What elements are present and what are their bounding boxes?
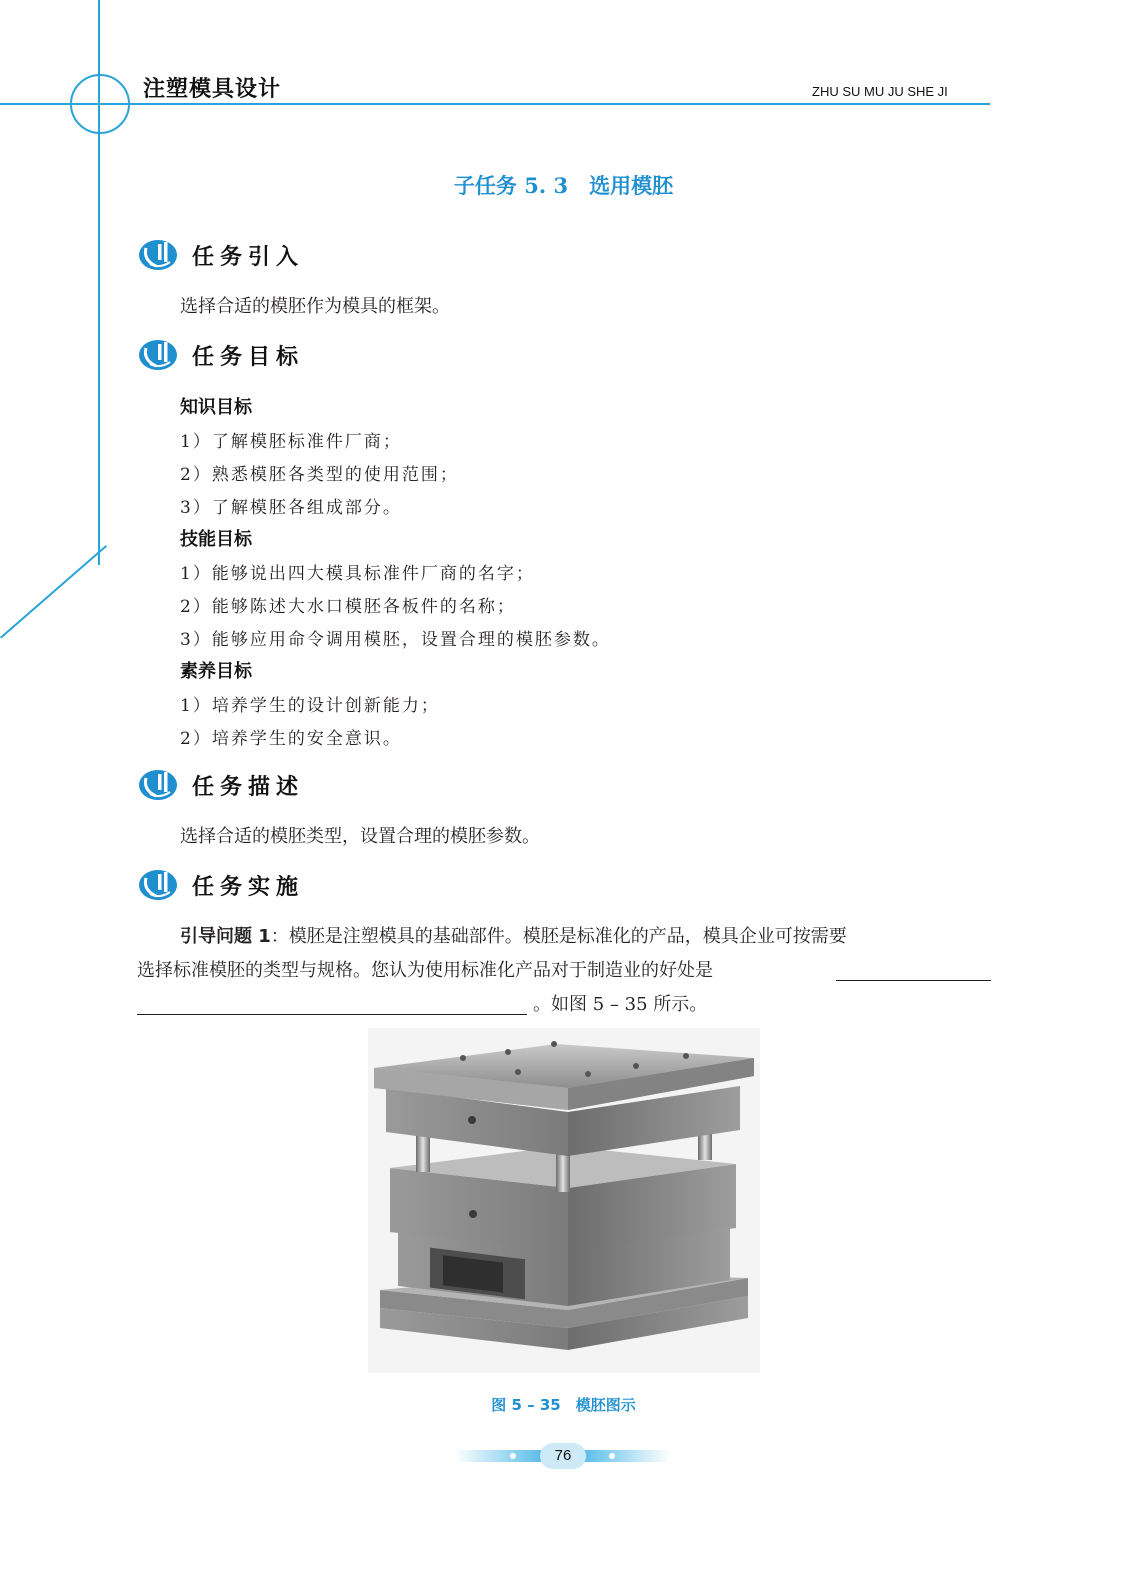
book-pinyin: ZHU SU MU JU SHE JI <box>812 84 948 99</box>
section-label: 任务引入 <box>192 244 305 270</box>
header-circle-ornament <box>70 74 130 134</box>
subtask-title: 子任务 5. 3 选用模胚 <box>453 173 674 198</box>
section-intro-heading <box>138 238 304 272</box>
literacy-goals-heading: 素养目标 <box>180 661 252 682</box>
book-title: 注塑模具设计 <box>143 77 282 102</box>
mold-base-figure <box>368 1028 760 1373</box>
guide-question-text: ：模胚是注塑模具的基础部件。模胚是标准化的产品，模具企业可按需要 <box>270 926 847 947</box>
skill-goal-item: 3）能够应用命令调用模胚，设置合理的模胚参数。 <box>180 630 611 650</box>
knowledge-goal-item: 2）熟悉模胚各类型的使用范围； <box>180 465 459 485</box>
figure-caption: 图 5 – 35 模胚图示 <box>491 1396 636 1414</box>
page-number: 76 <box>540 1443 586 1469</box>
skill-goal-item: 2）能够陈述大水口模胚各板件的名称； <box>180 597 516 617</box>
guide-question-line-2: 选择标准模胚的类型与规格。您认为使用标准化产品对于制造业的好处是 <box>137 960 713 981</box>
literacy-goal-item: 2）培养学生的安全意识。 <box>180 729 402 749</box>
section-badge-icon <box>138 868 178 902</box>
section-badge-icon <box>138 338 178 372</box>
guide-question-line-1 <box>180 922 847 948</box>
knowledge-goal-item: 3）了解模胚各组成部分。 <box>180 498 402 518</box>
guide-question-line-3: 。如图 5 – 35 所示。 <box>533 994 708 1015</box>
description-text: 选择合适的模胚类型，设置合理的模胚参数。 <box>180 826 540 847</box>
answer-blank-1[interactable] <box>836 980 991 981</box>
answer-blank-2[interactable] <box>137 1014 527 1015</box>
skill-goals-heading: 技能目标 <box>180 529 252 550</box>
intro-text: 选择合适的模胚作为模具的框架。 <box>180 296 450 317</box>
frame-diagonal-line <box>0 545 107 638</box>
section-badge-icon <box>138 238 178 272</box>
section-label: 任务实施 <box>192 874 305 900</box>
guide-question-label: 引导问题 1 <box>180 926 271 947</box>
section-label: 任务目标 <box>192 344 305 370</box>
section-description-heading <box>138 768 304 802</box>
section-goals-heading <box>138 338 304 372</box>
skill-goal-item: 1）能够说出四大模具标准件厂商的名字； <box>180 564 535 584</box>
section-badge-icon <box>138 768 178 802</box>
section-implementation-heading <box>138 868 304 902</box>
knowledge-goal-item: 1）了解模胚标准件厂商； <box>180 432 402 452</box>
section-label: 任务描述 <box>192 774 305 800</box>
header-rule <box>0 103 990 105</box>
knowledge-goals-heading: 知识目标 <box>180 397 252 418</box>
literacy-goal-item: 1）培养学生的设计创新能力； <box>180 696 440 716</box>
